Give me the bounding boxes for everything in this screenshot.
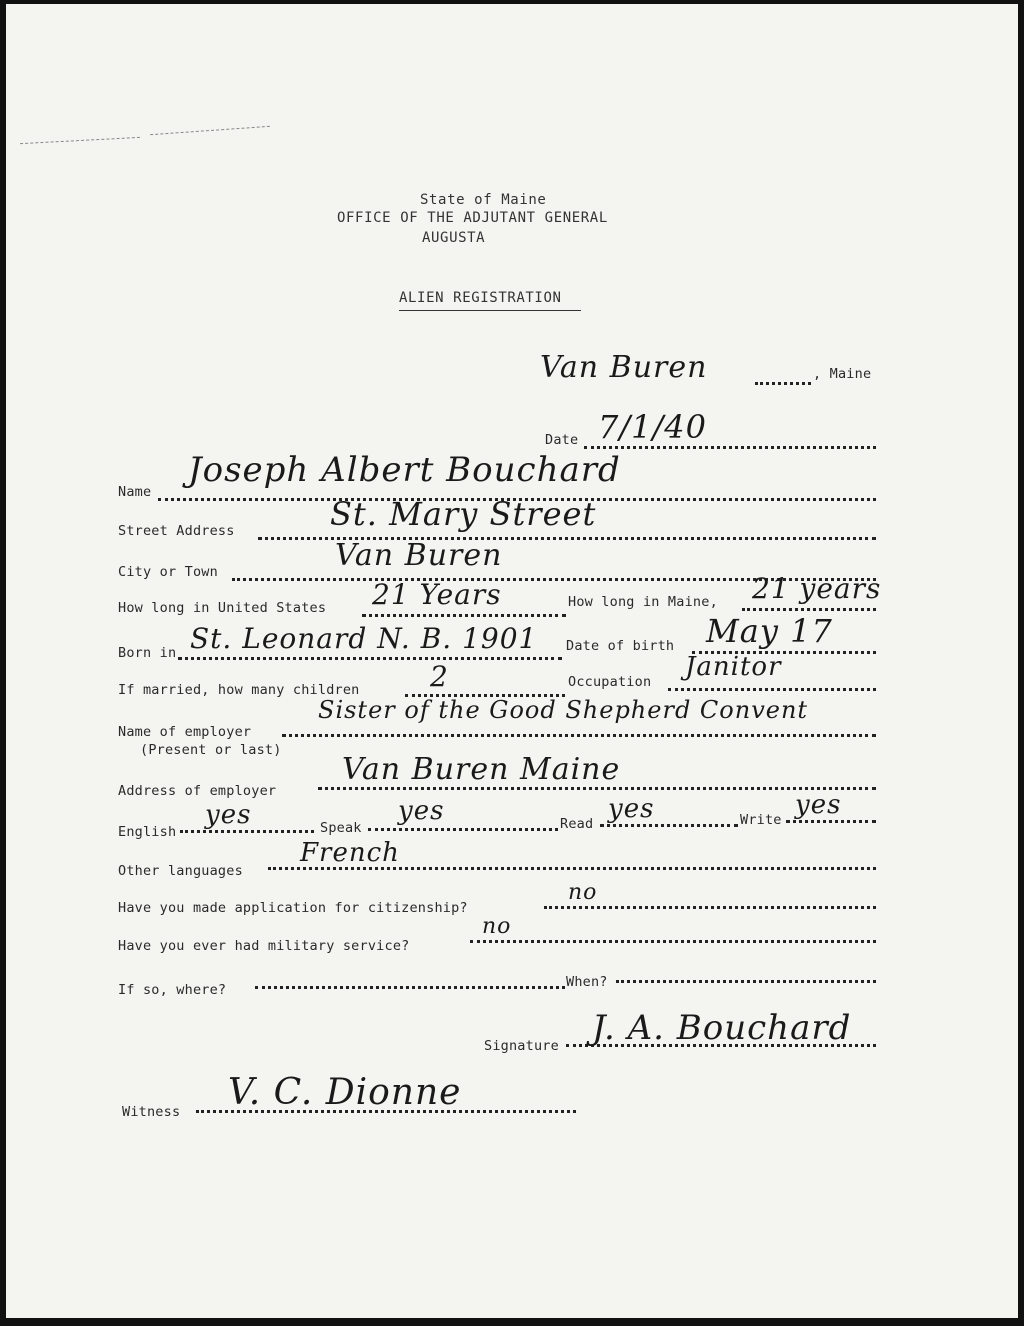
- scan-border-bottom: [0, 1318, 1024, 1326]
- employer-note: (Present or last): [140, 742, 282, 758]
- read-dotted-line: [600, 824, 738, 827]
- other-languages-handwritten: French: [300, 838, 400, 868]
- employer-dotted-line: [282, 734, 876, 737]
- write-label: Write: [740, 812, 782, 828]
- speak-handwritten: yes: [398, 796, 445, 826]
- write-handwritten: yes: [795, 790, 842, 820]
- citizenship-dotted-line: [544, 906, 876, 909]
- how-long-us-dotted-line: [362, 614, 566, 617]
- scan-border-right: [1018, 0, 1024, 1326]
- date-handwritten: 7/1/40: [598, 408, 707, 446]
- city-or-town-handwritten: Van Buren: [335, 538, 503, 573]
- children-label: If married, how many children: [118, 682, 360, 698]
- citizenship-label: Have you made application for citizenship?: [118, 900, 468, 916]
- read-label: Read: [560, 816, 594, 832]
- scan-smudge: [20, 137, 140, 144]
- occupation-label: Occupation: [568, 674, 652, 690]
- how-long-maine-label: How long in Maine,: [568, 594, 718, 610]
- city-or-town-label: City or Town: [118, 564, 218, 580]
- military-handwritten: no: [482, 914, 512, 939]
- other-languages-label: Other languages: [118, 863, 243, 879]
- city-heading: AUGUSTA: [422, 230, 486, 246]
- state-heading: State of Maine: [420, 192, 547, 208]
- office-heading: OFFICE OF THE ADJUTANT GENERAL: [337, 210, 608, 226]
- how-long-maine-dotted-line: [742, 608, 876, 611]
- how-long-maine-handwritten: 21 years: [752, 572, 882, 605]
- born-in-handwritten: St. Leonard N. B. 1901: [190, 622, 538, 655]
- how-long-us-handwritten: 21 Years: [372, 578, 502, 611]
- town-dotted-line: [755, 382, 811, 385]
- date-of-birth-handwritten: May 17: [706, 612, 833, 650]
- employer-label: Name of employer: [118, 724, 252, 740]
- military-dotted-line: [470, 940, 876, 943]
- write-dotted-line: [786, 820, 876, 823]
- born-in-dotted-line: [178, 657, 562, 660]
- signature-label: Signature: [484, 1038, 559, 1054]
- scan-border-top: [0, 0, 1024, 4]
- employer-address-dotted-line: [318, 787, 876, 790]
- date-dotted-line: [584, 446, 876, 449]
- speak-label: Speak: [320, 820, 362, 836]
- english-label: English: [118, 824, 177, 840]
- occupation-handwritten: Janitor: [685, 652, 782, 682]
- citizenship-handwritten: no: [568, 880, 598, 905]
- witness-handwritten: V. C. Dionne: [228, 1072, 462, 1113]
- witness-label: Witness: [122, 1104, 181, 1120]
- read-handwritten: yes: [608, 794, 655, 824]
- employer-handwritten: Sister of the Good Shepherd Convent: [318, 696, 809, 724]
- when-dotted-line: [616, 980, 876, 983]
- occupation-dotted-line: [668, 688, 876, 691]
- when-label: When?: [566, 974, 608, 990]
- date-of-birth-label: Date of birth: [566, 638, 675, 654]
- signature-handwritten: J. A. Bouchard: [592, 1008, 852, 1048]
- employer-address-label: Address of employer: [118, 783, 277, 799]
- name-handwritten: Joseph Albert Bouchard: [188, 450, 621, 490]
- where-label: If so, where?: [118, 982, 227, 998]
- military-label: Have you ever had military service?: [118, 938, 410, 954]
- children-handwritten: 2: [430, 660, 449, 693]
- town-handwritten: Van Buren: [540, 350, 708, 385]
- speak-dotted-line: [368, 828, 558, 831]
- form-title-underline: [399, 310, 581, 311]
- maine-label: , Maine: [813, 366, 872, 382]
- how-long-us-label: How long in United States: [118, 600, 327, 616]
- name-label: Name: [118, 484, 152, 500]
- born-in-label: Born in: [118, 645, 177, 661]
- form-title: ALIEN REGISTRATION: [399, 290, 562, 306]
- english-handwritten: yes: [205, 800, 252, 830]
- date-label: Date: [545, 432, 579, 448]
- employer-address-handwritten: Van Buren Maine: [342, 752, 621, 787]
- street-address-label: Street Address: [118, 523, 235, 539]
- street-address-handwritten: St. Mary Street: [330, 495, 597, 533]
- scan-border-left: [0, 0, 6, 1326]
- scan-smudge: [150, 126, 270, 135]
- english-dotted-line: [180, 830, 314, 833]
- where-dotted-line: [255, 986, 565, 989]
